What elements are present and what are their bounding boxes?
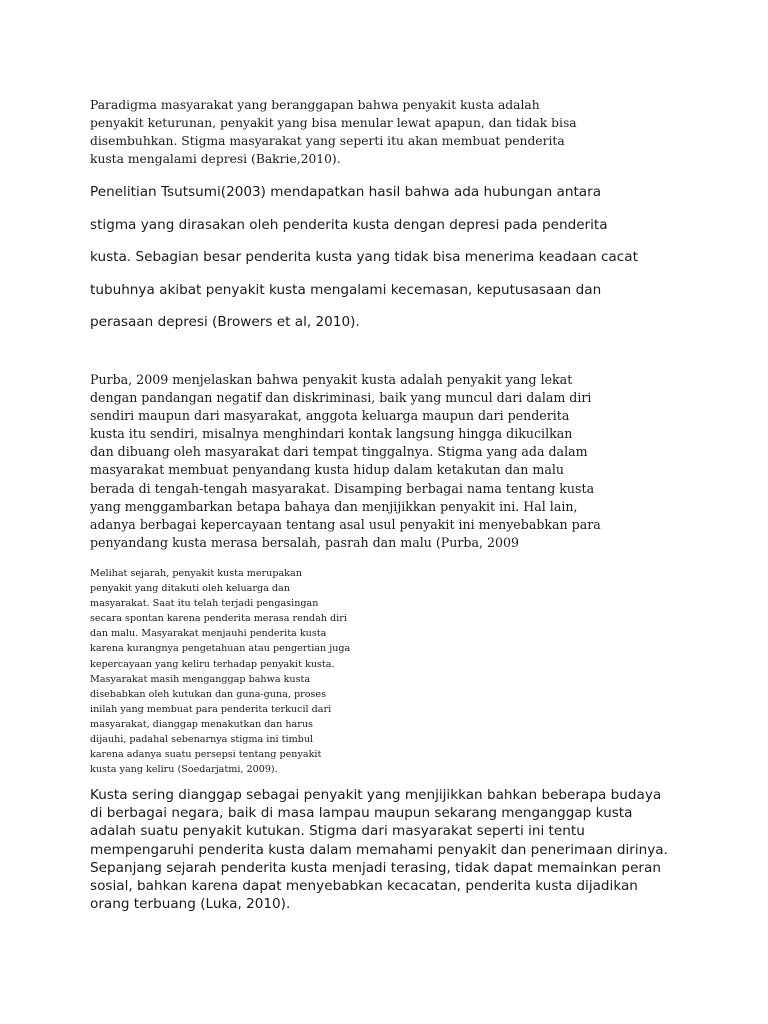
text-line: kusta yang keliru (Soedarjatmi, 2009).	[90, 764, 278, 776]
text-line: secara spontan karena penderita merasa rendah diri	[90, 613, 347, 625]
text-line: kusta itu sendiri, misalnya menghindari kontak langsung hingga dikucilkan	[90, 426, 573, 442]
paragraph-tsutsumi-research	[90, 176, 638, 339]
text-line: penyandang kusta merasa bersalah, pasrah dan malu (Purba, 2009	[90, 534, 520, 550]
text-line: perasaan depresi (Browers et al, 2010).	[90, 314, 360, 330]
paragraph-purba	[90, 371, 601, 552]
text-line: yang menggambarkan betapa bahaya dan menjijikkan penyakit ini. Hal lain,	[90, 498, 578, 514]
text-line: adalah suatu penyakit kutukan. Stigma dari masyarakat seperti ini tentu	[90, 823, 585, 840]
text-line: kusta mengalami depresi (Bakrie,2010).	[90, 152, 341, 166]
text-line: Paradigma masyarakat yang beranggapan bahwa penyakit kusta adalah	[90, 98, 540, 112]
text-line: sosial, bahkan karena dapat menyebabkan kecacatan, penderita kusta dijadikan	[90, 878, 638, 895]
text-line: karena kurangnya pengetahuan atau pengertian juga	[90, 643, 351, 655]
text-line: masyarakat membuat penyandang kusta hidup dalam ketakutan dan malu	[90, 462, 565, 478]
text-line: dengan pandangan negatif dan diskriminasi, baik yang muncul dari dalam diri	[90, 390, 592, 406]
text-line: Melihat sejarah, penyakit kusta merupakan	[90, 568, 302, 579]
text-line: disebabkan oleh kutukan dan guna-guna, proses	[90, 688, 327, 700]
paragraph-stigma-paradigm	[90, 96, 577, 168]
text-line: tubuhnya akibat penyakit kusta mengalami kecemasan, keputusasaan dan	[90, 281, 602, 298]
text-line: mempengaruhi penderita kusta dalam memahami penyakit dan penerimaan dirinya.	[90, 841, 668, 858]
text-line: kusta. Sebagian besar penderita kusta yang tidak bisa menerima keadaan cacat	[90, 249, 638, 265]
text-line: dan dibuang oleh masyarakat dari tempat tinggalnya. Stigma yang ada dalam	[90, 444, 588, 460]
text-line: Masyarakat masih menganggap bahwa kusta	[90, 673, 311, 685]
text-line: orang terbuang (Luka, 2010).	[90, 896, 291, 913]
text-line: inilah yang membuat para penderita terkucil dari	[90, 703, 332, 715]
paragraph-soedarjatmi	[90, 566, 350, 777]
text-line: Sepanjang sejarah penderita kusta menjadi terasing, tidak dapat memainkan peran	[90, 859, 661, 876]
text-line: kepercayaan yang keliru terhadap penyakit kusta.	[90, 658, 335, 670]
text-line: dan malu. Masyarakat menjauhi penderita kusta	[90, 628, 327, 640]
text-line: Kusta sering dianggap sebagai penyakit yang menjijikkan bahkan beberapa budaya	[90, 787, 662, 803]
text-line: stigma yang dirasakan oleh penderita kusta dengan depresi pada penderita	[90, 216, 608, 233]
text-line: Purba, 2009 menjelaskan bahwa penyakit kusta adalah penyakit yang lekat	[90, 372, 573, 387]
text-line: adanya berbagai kepercayaan tentang asal usul penyakit ini menyebabkan para	[90, 516, 601, 532]
text-line: dijauhi, padahal sebenarnya stigma ini timbul	[90, 734, 314, 746]
text-line: sendiri maupun dari masyarakat, anggota keluarga maupun dari penderita	[90, 408, 570, 424]
text-line: berada di tengah-tengah masyarakat. Disamping berbagai nama tentang kusta	[90, 480, 595, 496]
paragraph-luka	[90, 786, 668, 913]
text-line: penyakit keturunan, penyakit yang bisa menular lewat apapun, dan tidak bisa	[90, 116, 577, 130]
text-line: Penelitian Tsutsumi(2003) mendapatkan hasil bahwa ada hubungan antara	[90, 184, 602, 200]
text-line: karena adanya suatu persepsi tentang penyakit	[90, 749, 322, 761]
text-line: masyarakat, dianggap menakutkan dan harus	[90, 718, 313, 730]
text-line: penyakit yang ditakuti oleh keluarga dan	[90, 583, 290, 595]
text-line: masyarakat. Saat itu telah terjadi pengasingan	[90, 598, 319, 610]
text-line: disembuhkan. Stigma masyarakat yang seperti itu akan membuat penderita	[90, 134, 565, 148]
text-line: di berbagai negara, baik di masa lampau maupun sekarang menganggap kusta	[90, 805, 633, 822]
